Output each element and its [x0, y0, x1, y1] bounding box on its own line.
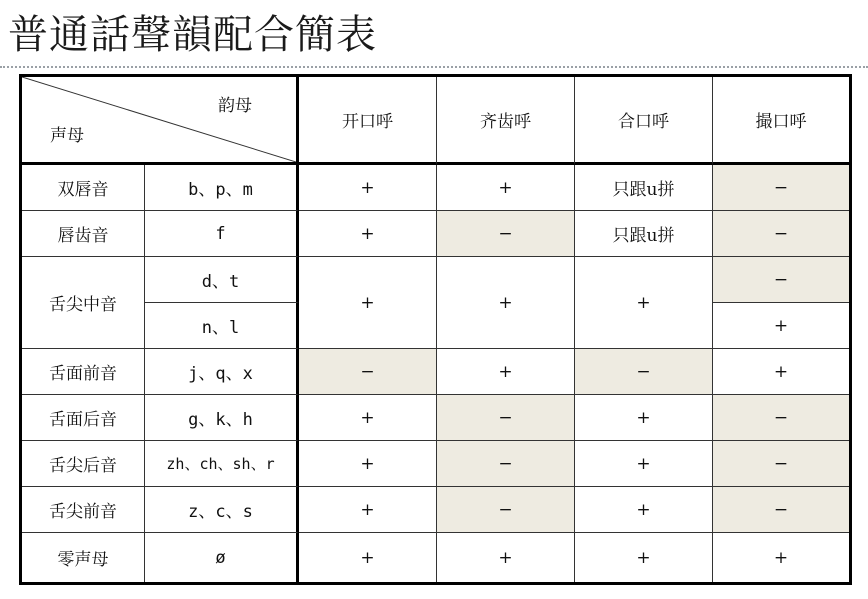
finals-corner-label: 韵母: [218, 96, 252, 116]
row-group-label: 舌尖后音: [22, 441, 145, 487]
row-initials: ø: [145, 533, 299, 582]
row-group-label: 唇齿音: [22, 211, 145, 257]
table-cell: −: [437, 487, 575, 533]
table-cell: +: [299, 487, 437, 533]
table-cell: −: [713, 441, 849, 487]
row-initials: g、k、h: [145, 395, 299, 441]
table-cell: +: [575, 441, 713, 487]
table-cell: 只跟u拼: [575, 211, 713, 257]
table-cell: −: [437, 211, 575, 257]
initials-corner-label: 声母: [50, 126, 84, 146]
table-cell: +: [299, 395, 437, 441]
title-divider: [0, 66, 868, 68]
table-cell: +: [299, 441, 437, 487]
row-group-label: 零声母: [22, 533, 145, 582]
table-cell: −: [575, 349, 713, 395]
page-title: 普通話聲韻配合簡表: [8, 12, 377, 58]
table-cell: +: [713, 349, 849, 395]
column-header-cuokou: 撮口呼: [713, 77, 849, 165]
row-group-label: 双唇音: [22, 165, 145, 211]
row-initials: f: [145, 211, 299, 257]
table-cell: −: [713, 257, 849, 303]
table-cell: −: [713, 165, 849, 211]
column-header-kaikou: 开口呼: [299, 77, 437, 165]
diagonal-line: [22, 77, 296, 162]
table-cell: −: [713, 211, 849, 257]
table-cell: +: [437, 257, 575, 349]
column-header-hekou: 合口呼: [575, 77, 713, 165]
column-header-qichi: 齐齿呼: [437, 77, 575, 165]
row-initials: j、q、x: [145, 349, 299, 395]
table-cell: −: [437, 395, 575, 441]
table-cell: +: [299, 211, 437, 257]
row-initials: d、t: [145, 257, 299, 303]
row-group-label: 舌面后音: [22, 395, 145, 441]
initials-finals-table: [19, 74, 852, 585]
table-cell: +: [773, 547, 789, 568]
table-cell: +: [299, 533, 437, 582]
table-cell: +: [437, 165, 575, 211]
table-cell: +: [437, 533, 575, 582]
table-cell: +: [575, 533, 713, 582]
table-cell: −: [437, 441, 575, 487]
table-cell: +: [299, 165, 437, 211]
table-cell: −: [713, 487, 849, 533]
table-cell: +: [713, 303, 849, 349]
row-group-label: 舌面前音: [22, 349, 145, 395]
table-cell: −: [713, 395, 849, 441]
table-cell: +: [299, 257, 437, 349]
corner-header-cell: [22, 77, 299, 165]
table-cell: +: [575, 257, 713, 349]
row-group-label: 舌尖前音: [22, 487, 145, 533]
row-group-label: 舌尖中音: [22, 257, 145, 349]
table-cell: −: [299, 349, 437, 395]
table-cell: +: [437, 349, 575, 395]
row-initials: z、c、s: [145, 487, 299, 533]
table-cell: 只跟u拼: [575, 165, 713, 211]
row-initials: zh、ch、sh、r: [145, 441, 299, 487]
table-cell: +: [575, 395, 713, 441]
row-initials: n、l: [145, 303, 299, 349]
table-cell: +: [575, 487, 713, 533]
row-initials: b、p、m: [145, 165, 299, 211]
